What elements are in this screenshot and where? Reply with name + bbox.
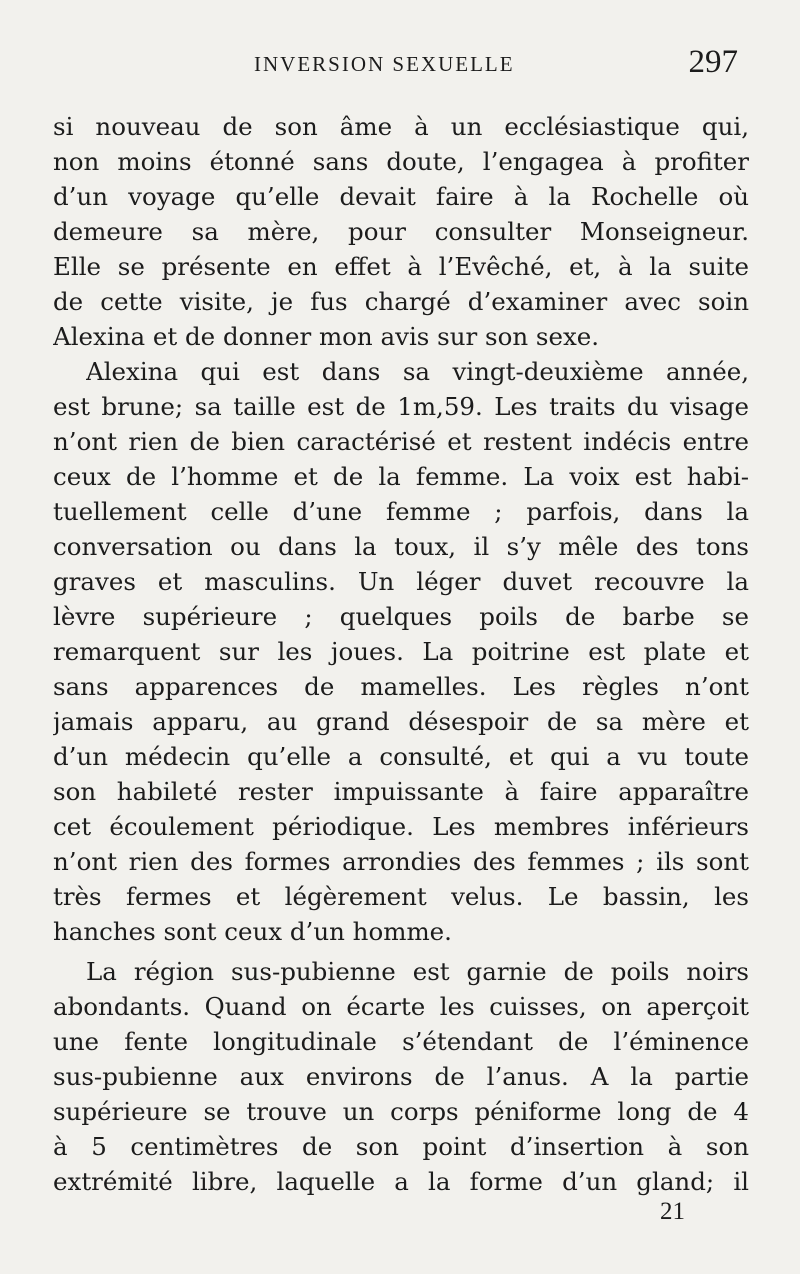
text-line: remarquent sur les joues. La poitrine est plate et [53,637,749,666]
text-line: ceux de l’homme et de la femme. La voix est habi- [53,462,749,491]
text-line: sans apparences de mamelles. Les règles n’ont [53,672,749,701]
text-line: d’un voyage qu’elle devait faire à la Rochelle où [53,182,749,211]
text-line: La région sus-pubienne est garnie de poils noirs [86,957,749,986]
text-line: hanches sont ceux d’un homme. [53,917,452,946]
text-line: demeure sa mère, pour consulter Monseigneur. [53,217,749,246]
text-line: graves et masculins. Un léger duvet recouvre la [53,567,749,596]
text-line: Alexina et de donner mon avis sur son sexe. [53,322,600,351]
text-line: lèvre supérieure ; quelques poils de barbe se [53,602,749,631]
text-line: Elle se présente en effet à l’Evêché, et, à la suite [53,252,749,281]
text-line: est brune; sa taille est de 1m,59. Les traits du visage [53,392,749,421]
text-line: de cette visite, je fus chargé d’examiner avec soin [53,287,749,316]
text-line: conversation ou dans la toux, il s’y mêle des tons [53,532,749,561]
text-line: à 5 centimètres de son point d’insertion à son [53,1132,749,1161]
page-number: 297 [688,44,738,80]
text-line: très fermes et légèrement velus. Le bassin, les [53,882,749,911]
text-line: non moins étonné sans doute, l’engagea à profiter [53,147,749,176]
text-line: n’ont rien de bien caractérisé et restent indécis entre [53,427,749,456]
signature-mark: 21 [660,1198,685,1225]
text-line: Alexina qui est dans sa vingt-deuxième année, [86,357,749,386]
text-line: abondants. Quand on écarte les cuisses, on aperçoit [53,992,749,1021]
text-line: extrémité libre, laquelle a la forme d’un gland; il [53,1167,749,1196]
text-line: supérieure se trouve un corps péniforme long de 4 [53,1097,749,1126]
text-line: son habileté rester impuissante à faire apparaître [53,777,749,806]
text-line: jamais apparu, au grand désespoir de sa mère et [53,707,749,736]
text-line: sus-pubienne aux environs de l’anus. A la partie [53,1062,749,1091]
text-line: si nouveau de son âme à un ecclésiastique qui, [53,112,749,141]
text-line: tuellement celle d’une femme ; parfois, dans la [53,497,749,526]
text-line: une fente longitudinale s’étendant de l’éminence [53,1027,749,1056]
text-line: cet écoulement périodique. Les membres inférieurs [53,812,749,841]
text-line: d’un médecin qu’elle a consulté, et qui a vu toute [53,742,749,771]
running-title: INVERSION SEXUELLE [254,52,515,76]
text-line: n’ont rien des formes arrondies des femmes ; ils sont [53,847,749,876]
